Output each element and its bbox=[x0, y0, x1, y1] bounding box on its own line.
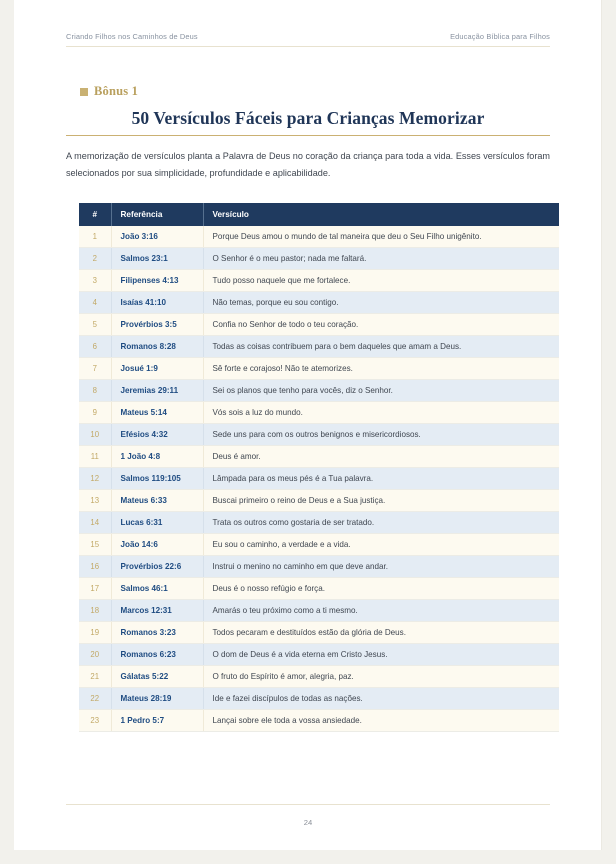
table-row bbox=[79, 578, 559, 600]
table-row bbox=[79, 512, 559, 534]
cell-reference: Salmos 119:105 bbox=[111, 468, 203, 490]
footer-rule bbox=[66, 804, 550, 805]
cell-verse: Sê forte e corajoso! Não te atemorizes. bbox=[203, 358, 559, 380]
table-row bbox=[79, 644, 559, 666]
column-header-verse: Versículo bbox=[203, 203, 559, 226]
table-row bbox=[79, 270, 559, 292]
cell-reference: Romanos 8:28 bbox=[111, 336, 203, 358]
table-row bbox=[79, 622, 559, 644]
cell-number: 9 bbox=[79, 402, 111, 424]
cell-reference: Gálatas 5:22 bbox=[111, 666, 203, 688]
cell-verse: Tudo posso naquele que me fortalece. bbox=[203, 270, 559, 292]
page-title-block bbox=[66, 108, 550, 136]
cell-reference: Salmos 23:1 bbox=[111, 248, 203, 270]
cell-reference: Jeremias 29:11 bbox=[111, 380, 203, 402]
cell-number: 15 bbox=[79, 534, 111, 556]
cell-number: 20 bbox=[79, 644, 111, 666]
column-header-reference: Referência bbox=[111, 203, 203, 226]
cell-verse: Lâmpada para os meus pés é a Tua palavra. bbox=[203, 468, 559, 490]
table-row bbox=[79, 248, 559, 270]
cell-reference: João 14:6 bbox=[111, 534, 203, 556]
table-row bbox=[79, 534, 559, 556]
cell-verse: Instrui o menino no caminho em que deve andar. bbox=[203, 556, 559, 578]
cell-number: 10 bbox=[79, 424, 111, 446]
cell-reference: Mateus 28:19 bbox=[111, 688, 203, 710]
cell-number: 14 bbox=[79, 512, 111, 534]
page-number: 24 bbox=[303, 818, 313, 827]
cell-reference: Efésios 4:32 bbox=[111, 424, 203, 446]
table-row bbox=[79, 226, 559, 248]
cell-number: 21 bbox=[79, 666, 111, 688]
table-row bbox=[79, 600, 559, 622]
cell-verse: Buscai primeiro o reino de Deus e a Sua justiça. bbox=[203, 490, 559, 512]
cell-verse: Porque Deus amou o mundo de tal maneira que deu o Seu Filho unigênito. bbox=[203, 226, 559, 248]
table-row bbox=[79, 666, 559, 688]
cell-verse: Sede uns para com os outros benignos e misericordiosos. bbox=[203, 424, 559, 446]
cell-number: 23 bbox=[79, 710, 111, 732]
cell-number: 4 bbox=[79, 292, 111, 314]
table-row bbox=[79, 710, 559, 732]
cell-reference: Mateus 5:14 bbox=[111, 402, 203, 424]
cell-verse: Todas as coisas contribuem para o bem daqueles que amam a Deus. bbox=[203, 336, 559, 358]
cell-number: 12 bbox=[79, 468, 111, 490]
cell-reference: Isaías 41:10 bbox=[111, 292, 203, 314]
table-row bbox=[79, 358, 559, 380]
cell-verse: O fruto do Espírito é amor, alegria, paz. bbox=[203, 666, 559, 688]
cell-verse: Sei os planos que tenho para vocês, diz o Senhor. bbox=[203, 380, 559, 402]
page-title: 50 Versículos Fáceis para Crianças Memorizar bbox=[131, 108, 485, 128]
running-header-right: Educação Bíblica para Filhos bbox=[450, 32, 550, 41]
cell-reference: Josué 1:9 bbox=[111, 358, 203, 380]
running-header bbox=[66, 32, 550, 47]
bonus-label-text: Bônus 1 bbox=[94, 84, 139, 98]
cell-verse: O dom de Deus é a vida eterna em Cristo Jesus. bbox=[203, 644, 559, 666]
table-row bbox=[79, 556, 559, 578]
cell-verse: Amarás o teu próximo como a ti mesmo. bbox=[203, 600, 559, 622]
gold-square-icon bbox=[80, 88, 88, 96]
cell-number: 3 bbox=[79, 270, 111, 292]
cell-reference: Salmos 46:1 bbox=[111, 578, 203, 600]
table-row bbox=[79, 424, 559, 446]
cell-number: 5 bbox=[79, 314, 111, 336]
cell-number: 13 bbox=[79, 490, 111, 512]
table-header bbox=[79, 203, 559, 226]
table-row bbox=[79, 468, 559, 490]
cell-verse: Deus é amor. bbox=[203, 446, 559, 468]
column-header-number: # bbox=[79, 203, 111, 226]
cell-reference: 1 Pedro 5:7 bbox=[111, 710, 203, 732]
cell-verse: Ide e fazei discípulos de todas as nações. bbox=[203, 688, 559, 710]
cell-number: 19 bbox=[79, 622, 111, 644]
table-row bbox=[79, 446, 559, 468]
cell-reference: Filipenses 4:13 bbox=[111, 270, 203, 292]
cell-number: 1 bbox=[79, 226, 111, 248]
cell-verse: Confia no Senhor de todo o teu coração. bbox=[203, 314, 559, 336]
cell-number: 18 bbox=[79, 600, 111, 622]
cell-reference: Lucas 6:31 bbox=[111, 512, 203, 534]
verses-table bbox=[79, 203, 559, 732]
table-body bbox=[79, 226, 559, 732]
cell-verse: Eu sou o caminho, a verdade e a vida. bbox=[203, 534, 559, 556]
cell-reference: Romanos 3:23 bbox=[111, 622, 203, 644]
table-header-row bbox=[79, 203, 559, 226]
table-row bbox=[79, 380, 559, 402]
table-row bbox=[79, 314, 559, 336]
cell-reference: Romanos 6:23 bbox=[111, 644, 203, 666]
cell-verse: Não temas, porque eu sou contigo. bbox=[203, 292, 559, 314]
cell-number: 17 bbox=[79, 578, 111, 600]
page-content bbox=[66, 0, 550, 850]
cell-verse: Vós sois a luz do mundo. bbox=[203, 402, 559, 424]
cell-number: 2 bbox=[79, 248, 111, 270]
cell-verse: Deus é o nosso refúgio e força. bbox=[203, 578, 559, 600]
cell-number: 6 bbox=[79, 336, 111, 358]
table-row bbox=[79, 336, 559, 358]
cell-verse: O Senhor é o meu pastor; nada me faltará. bbox=[203, 248, 559, 270]
cell-number: 8 bbox=[79, 380, 111, 402]
table-row bbox=[79, 688, 559, 710]
cell-number: 22 bbox=[79, 688, 111, 710]
cell-reference: Provérbios 22:6 bbox=[111, 556, 203, 578]
cell-verse: Lançai sobre ele toda a vossa ansiedade. bbox=[203, 710, 559, 732]
table-row bbox=[79, 490, 559, 512]
cell-reference: João 3:16 bbox=[111, 226, 203, 248]
bonus-label bbox=[80, 84, 138, 99]
table-row bbox=[79, 402, 559, 424]
document-page bbox=[14, 0, 602, 850]
cell-number: 16 bbox=[79, 556, 111, 578]
running-header-left: Criando Filhos nos Caminhos de Deus bbox=[66, 32, 198, 41]
cell-number: 7 bbox=[79, 358, 111, 380]
cell-reference: Mateus 6:33 bbox=[111, 490, 203, 512]
table-row bbox=[79, 292, 559, 314]
intro-paragraph: A memorização de versículos planta a Palavra de Deus no coração da criança para toda a vida. Esses versículos foram selecionados por sua simplicidade, profundidade e aplicabilidade. bbox=[66, 151, 550, 178]
cell-reference: Marcos 12:31 bbox=[111, 600, 203, 622]
cell-verse: Trata os outros como gostaria de ser tratado. bbox=[203, 512, 559, 534]
cell-number: 11 bbox=[79, 446, 111, 468]
cell-reference: 1 João 4:8 bbox=[111, 446, 203, 468]
cell-verse: Todos pecaram e destituídos estão da glória de Deus. bbox=[203, 622, 559, 644]
cell-reference: Provérbios 3:5 bbox=[111, 314, 203, 336]
